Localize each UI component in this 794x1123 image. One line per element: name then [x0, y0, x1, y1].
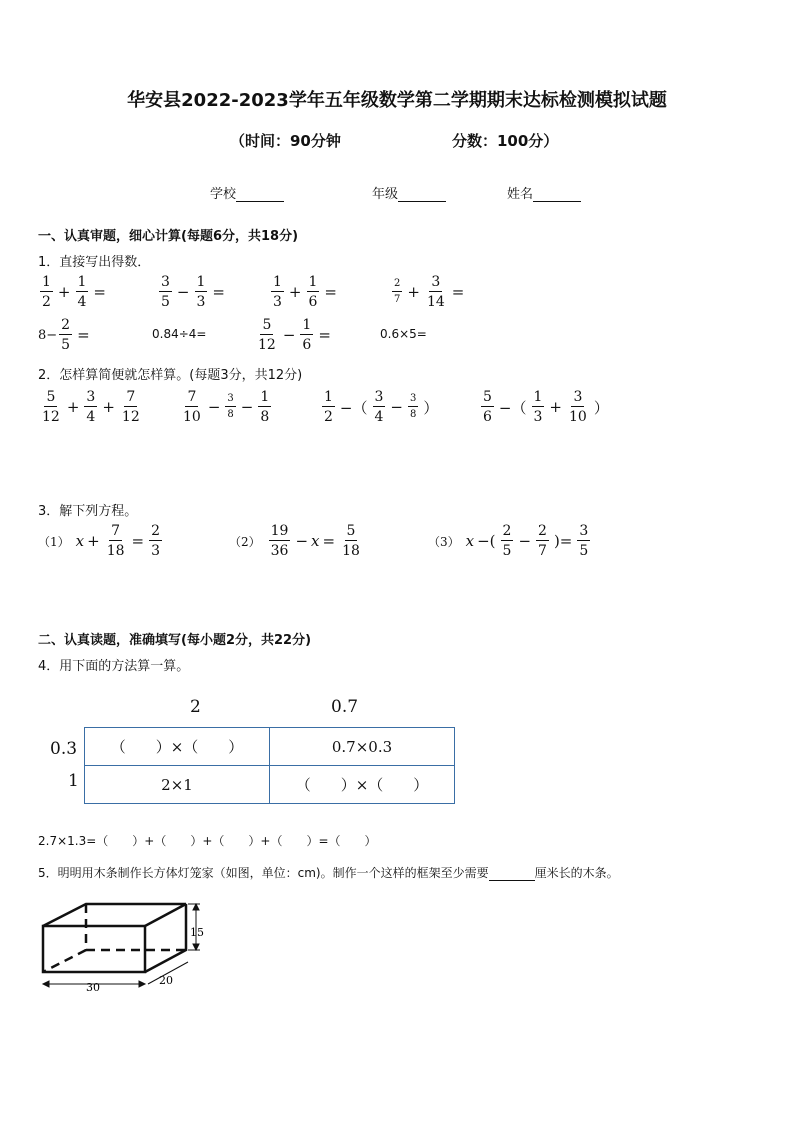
q2-expr-4: $\frac{5}{6}$ −（ $\frac{1}{3}$ + $\frac{3}{10}$ ）: [483, 389, 609, 425]
q1-expr-5: 8− $\frac{2}{5}$ =: [38, 317, 90, 353]
q1-expr-7: $\frac{5}{12}$ − $\frac{1}{6}$ =: [258, 317, 331, 353]
q1-expr-1: $\frac{1}{2}$ + $\frac{1}{4}$ =: [42, 274, 106, 310]
q4-result-line[interactable]: 2.7×1.3=（ ）+（ ）+（ ）+（ ）=（ ）: [38, 834, 377, 848]
page-title: 华安县2022-2023学年五年级数学第二学期期末达标检测模拟试题: [127, 90, 667, 111]
q4-side-label-2: 1: [68, 771, 79, 791]
q2-label: 2．怎样算简便就怎样算。(每题3分，共12分): [38, 368, 303, 383]
cuboid-top-face: [43, 904, 186, 926]
section2-heading: 二、认真读题，准确填写(每小题2分，共22分): [38, 633, 312, 648]
q3-label: 3．解下列方程。: [38, 504, 138, 519]
q4-cell-blank-2[interactable]: （ ）×（ ）: [270, 766, 455, 804]
q2-expr-1: $\frac{5}{12}$ + $\frac{3}{4}$ + $\frac{7}{12}$: [42, 389, 140, 425]
q3-equation-3: （3） x −( $\frac{2}{5}$ − $\frac{2}{7}$ )= $\frac{3}{5}$: [428, 523, 589, 559]
grade-field[interactable]: 年级: [372, 183, 446, 202]
cuboid-height-label: 15: [190, 926, 204, 939]
q1-expr-8: 0.6×5=: [380, 327, 427, 341]
cuboid-width-label: 20: [159, 974, 173, 987]
q4-area-grid: [84, 727, 455, 804]
q3-equation-2: （2） $\frac{19}{36}$ − x = $\frac{5}{18}$: [229, 523, 360, 559]
grade-blank[interactable]: [398, 189, 446, 202]
q4-cell-given-1: 0.7×0.3: [270, 728, 455, 766]
q1-expr-2: $\frac{3}{5}$ − $\frac{1}{3}$ =: [161, 274, 225, 310]
q4-top-label-1: 2: [190, 697, 201, 717]
q2-expr-3: $\frac{1}{2}$ −（ $\frac{3}{4}$ − $\frac{3}{8}$ ）: [324, 389, 439, 425]
q3-equation-1: （1） x + $\frac{7}{18}$ = $\frac{2}{3}$: [38, 523, 161, 559]
q4-top-label-2: 0.7: [331, 697, 359, 717]
cuboid-length-label: 30: [86, 981, 100, 994]
q2-expr-2: $\frac{7}{10}$ − $\frac{3}{8}$ − $\frac{1}{8}$: [183, 389, 270, 425]
q4-cell-blank-1[interactable]: （ ）×（ ）: [85, 728, 270, 766]
q5-text: 5．明明用木条制作长方体灯笼家（如图，单位：cm)。制作一个这样的框架至少需要 厘米长的木条。: [38, 866, 619, 880]
time-label: （时间：90分钟: [230, 132, 341, 150]
q1-expr-6: 0.84÷4=: [152, 327, 207, 341]
section1-heading: 一、认真审题，细心计算(每题6分，共18分): [38, 229, 299, 244]
school-blank[interactable]: [236, 189, 284, 202]
name-field[interactable]: 姓名: [507, 183, 581, 202]
score-label: 分数：100分）: [452, 132, 559, 150]
q1-expr-4: $\frac{2}{7}$ + $\frac{3}{14}$ =: [394, 274, 465, 310]
q1-label: 1．直接写出得数．: [38, 255, 151, 270]
q4-label: 4．用下面的方法算一算。: [38, 659, 190, 674]
q4-side-label-1: 0.3: [50, 739, 78, 759]
q1-expr-3: $\frac{1}{3}$ + $\frac{1}{6}$ =: [273, 274, 337, 310]
q5-answer-blank[interactable]: [489, 868, 535, 881]
q4-cell-given-2: 2×1: [85, 766, 270, 804]
cuboid-diagram: [38, 894, 218, 998]
school-field[interactable]: 学校: [210, 183, 284, 202]
name-blank[interactable]: [533, 189, 581, 202]
